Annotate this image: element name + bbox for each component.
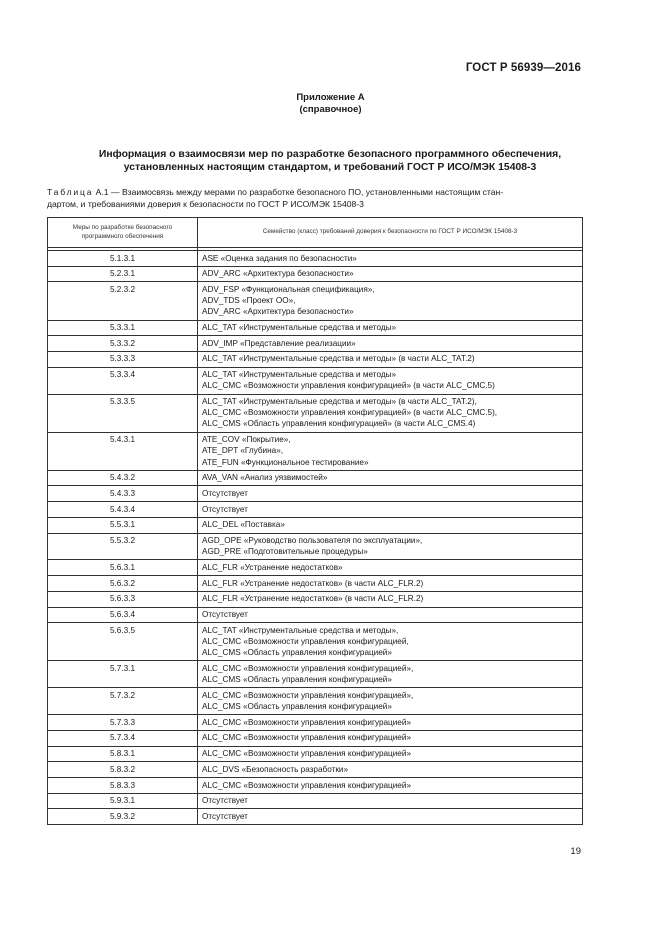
requirement-line: ATE_FUN «Функциональное тестирование» [202,457,369,467]
requirement-cell [198,486,583,502]
table-row [48,320,583,336]
requirement-line: ALC_CMS «Область управления конфигурацией» [202,675,392,685]
requirement-line: ALC_FLR «Устранение недостатков» (в части ALC_FLR.2) [202,594,424,604]
table-row [48,432,583,470]
requirement-line: ALC_CMC «Возможности управления конфигурацией» (в части ALC_CMC.5) [202,381,495,391]
table-row [48,623,583,661]
requirement-line: ALC_TAT «Инструментальные средства и методы» (в части ALC_TAT.2), [202,397,477,407]
requirement-line: AGD_OPE «Руководство пользователя по эксплуатации», [202,536,423,546]
table-row [48,367,583,394]
section-title-line-1: Информация о взаимосвязи мер по разработке безопасного программного обеспечения, [98,149,562,160]
requirement-line: AGD_PRE «Подготовительные процедуры» [202,547,368,557]
requirement-line: Отсутствует [202,488,248,498]
measure-code-cell: 5.9.3.1 [48,793,198,809]
requirement-line: ALC_TAT «Инструментальные средства и методы» (в части ALC_TAT.2) [202,354,475,364]
requirement-cell [198,715,583,731]
requirement-cell [198,351,583,367]
measure-code-cell: 5.2.3.2 [48,282,198,320]
requirement-line: ADV_ARC «Архитектура безопасности» [202,307,354,317]
table-row [48,576,583,592]
table-row [48,591,583,607]
table-row [48,282,583,320]
table-row [48,746,583,762]
requirement-line: Отсутствует [202,811,248,821]
requirement-cell [198,432,583,470]
requirement-line: ADV_FSP «Функциональная спецификация», [202,284,375,294]
requirement-cell [198,533,583,560]
table-row [48,251,583,267]
measure-code-cell: 5.8.3.2 [48,762,198,778]
requirement-line: ALC_DVS «Безопасность разработки» [202,764,349,774]
table-row [48,762,583,778]
table-row [48,560,583,576]
table-body [48,251,583,825]
requirement-line: ALC_CMC «Возможности управления конфигурацией» [202,717,411,727]
section-title [40,148,620,174]
requirement-cell [198,661,583,688]
table-row [48,266,583,282]
requirement-line: Отсутствует [202,796,248,806]
requirement-line: ALC_CMS «Область управления конфигурацией» [202,648,392,658]
measure-code-cell: 5.6.3.3 [48,591,198,607]
requirement-cell [198,607,583,623]
requirement-line: ALC_TAT «Инструментальные средства и методы» [202,370,397,380]
requirement-line: ALC_CMS «Область управления конфигурацией» [202,702,392,711]
measure-code-cell: 5.7.3.3 [48,715,198,731]
table-row [48,661,583,688]
requirement-line: ATE_COV «Покрытие», [202,435,291,445]
requirement-line: ALC_CMC «Возможности управления конфигурацией» [202,780,411,790]
requirement-cell [198,576,583,592]
table-row [48,778,583,794]
measure-code-cell: 5.3.3.2 [48,336,198,352]
requirement-line: ALC_DEL «Поставка» [202,520,285,530]
requirement-line: ALC_CMC «Возможности управления конфигурацией» [202,749,411,759]
column-header-measures: Меры по разработке безопасного программного обеспечения [48,218,198,248]
requirement-line: ADV_TDS «Проект ОО», [202,296,296,306]
requirement-cell [198,502,583,518]
table-row [48,470,583,486]
appendix-title: Приложение А [296,92,365,103]
requirement-line: Отсутствует [202,610,248,620]
requirement-cell [198,793,583,809]
requirement-cell [198,470,583,486]
measure-code-cell: 5.4.3.2 [48,470,198,486]
table-caption-text-2: дартом, и требованиями доверия к безопасности по ГОСТ Р ИСО/МЭК 15408-3 [47,199,364,209]
measure-code-cell: 5.3.3.3 [48,351,198,367]
requirement-cell [198,560,583,576]
measure-code-cell: 5.6.3.5 [48,623,198,661]
appendix-subtitle: (справочное) [299,104,362,115]
table-row [48,533,583,560]
table-row [48,351,583,367]
measure-code-cell: 5.8.3.1 [48,746,198,762]
requirement-line: ASE «Оценка задания по безопасности» [202,253,357,263]
requirement-cell [198,282,583,320]
table-row [48,793,583,809]
requirement-cell [198,688,583,715]
table-row [48,715,583,731]
mapping-table [47,217,583,825]
requirement-line: ALC_CMC «Возможности управления конфигурацией, [202,636,409,646]
requirement-line: ALC_TAT «Инструментальные средства и методы», [202,625,399,635]
measure-code-cell: 5.8.3.3 [48,778,198,794]
appendix-heading [0,92,661,116]
measure-code-cell: 5.7.3.4 [48,730,198,746]
requirement-line: ALC_CMC «Возможности управления конфигурацией», [202,690,414,700]
document-number: ГОСТ Р 56939—2016 [465,62,581,74]
measure-code-cell: 5.3.3.4 [48,367,198,394]
measure-code-cell: 5.4.3.4 [48,502,198,518]
measure-code-cell: 5.1.3.1 [48,251,198,267]
requirement-line: ADV_ARC «Архитектура безопасности» [202,269,354,279]
measure-code-cell: 5.6.3.2 [48,576,198,592]
measure-code-cell: 5.3.3.1 [48,320,198,336]
table-header-row [48,218,583,248]
requirement-cell [198,778,583,794]
table-row [48,502,583,518]
requirement-cell [198,367,583,394]
measure-code-cell: 5.7.3.2 [48,688,198,715]
requirement-cell [198,809,583,825]
requirement-cell [198,623,583,661]
table-row [48,486,583,502]
requirement-cell [198,591,583,607]
measure-code-cell: 5.2.3.1 [48,266,198,282]
requirement-line: AVA_VAN «Анализ уязвимостей» [202,473,328,483]
measure-code-cell: 5.5.3.2 [48,533,198,560]
requirement-line: ALC_FLR «Устранение недостатков» [202,562,343,572]
requirement-cell [198,394,583,432]
table-row [48,607,583,623]
requirement-line: ALC_CMC «Возможности управления конфигурацией» [202,733,411,743]
requirement-cell [198,336,583,352]
requirement-line: ALC_CMS «Область управления конфигурацией» (в части ALC_CMS.4) [202,419,476,429]
table-row [48,517,583,533]
requirement-cell [198,517,583,533]
section-title-line-2: установленных настоящим стандартом, и требований ГОСТ Р ИСО/МЭК 15408-3 [123,162,537,173]
requirement-cell [198,266,583,282]
requirement-cell [198,762,583,778]
measure-code-cell: 5.4.3.1 [48,432,198,470]
table-row [48,336,583,352]
requirement-line: Отсутствует [202,504,248,514]
requirement-cell [198,320,583,336]
requirement-cell [198,746,583,762]
table-caption [47,186,592,210]
measure-code-cell: 5.3.3.5 [48,394,198,432]
column-header-requirements: Семейство (класс) требований доверия к безопасности по ГОСТ Р ИСО/МЭК 15408-3 [198,218,583,248]
requirement-line: ATE_DPT «Глубина», [202,446,284,456]
requirement-line: ALC_TAT «Инструментальные средства и методы» [202,323,397,333]
measure-code-cell: 5.5.3.1 [48,517,198,533]
requirement-line: ALC_CMC «Возможности управления конфигурацией», [202,663,414,673]
measure-code-cell: 5.6.3.1 [48,560,198,576]
requirement-cell [198,730,583,746]
table-caption-prefix: Таблица [47,187,94,197]
requirement-line: ALC_FLR «Устранение недостатков» (в части ALC_FLR.2) [202,578,424,588]
table-row [48,688,583,715]
measure-code-cell: 5.9.3.2 [48,809,198,825]
requirement-line: ADV_IMP «Представление реализации» [202,338,356,348]
page-number: 19 [570,846,581,857]
table-row [48,730,583,746]
measure-code-cell: 5.6.3.4 [48,607,198,623]
requirement-cell [198,251,583,267]
measure-code-cell: 5.7.3.1 [48,661,198,688]
requirement-line: ALC_CMC «Возможности управления конфигурацией» (в части ALC_CMC.5), [202,408,498,418]
table-caption-text-1: А.1 — Взаимосвязь между мерами по разработке безопасного ПО, установленными настоящим стан- [93,187,504,197]
measure-code-cell: 5.4.3.3 [48,486,198,502]
table-row [48,809,583,825]
table-row [48,394,583,432]
